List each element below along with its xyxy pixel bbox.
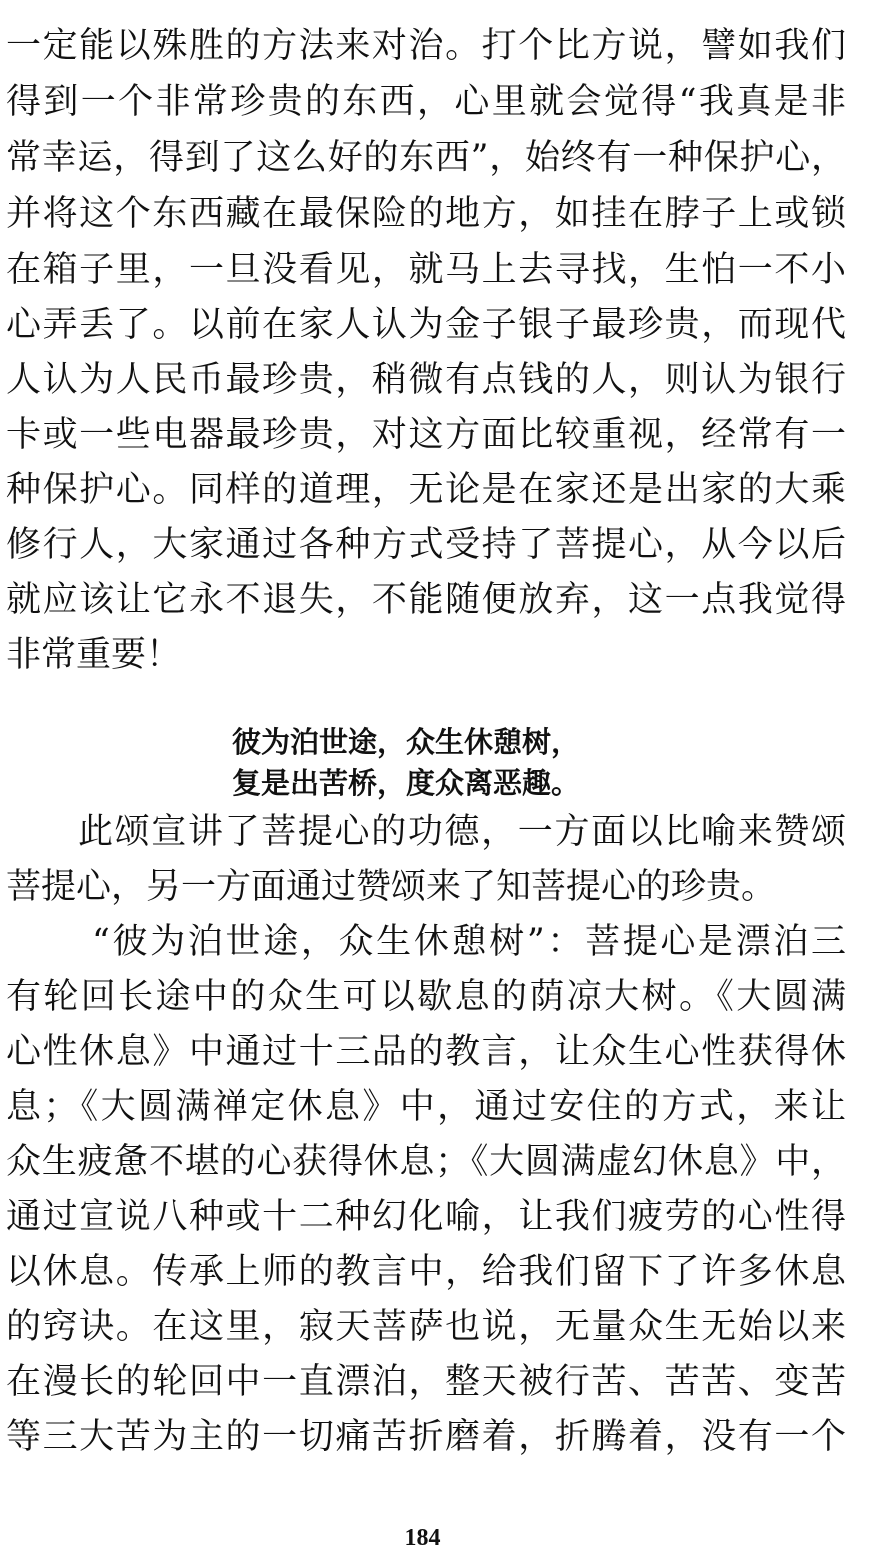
text-line: 就应该让它永不退失，不能随便放弃，这一点我觉得 [6, 580, 846, 620]
text-line: 通过宣说八种或十二种幻化喻，让我们疲劳的心性得 [6, 1197, 846, 1237]
page-number: 184 [404, 1525, 441, 1551]
text-line: 以休息。传承上师的教言中，给我们留下了许多休息 [6, 1252, 846, 1292]
verse-line: 彼为泊世途，众生休憩树， [232, 725, 581, 759]
text-line: 得到一个非常珍贵的东西，心里就会觉得“我真是非 [6, 82, 846, 122]
text-line: 在漫长的轮回中一直漂泊，整天被行苦、苦苦、变苦 [6, 1362, 846, 1402]
text-line: 一定能以殊胜的方法来对治。打个比方说，譬如我们 [6, 26, 846, 66]
text-line: 等三大苦为主的一切痛苦折磨着，折腾着，没有一个 [6, 1417, 846, 1457]
text-line: 此颂宣讲了菩提心的功德，一方面以比喻来赞颂 [78, 812, 846, 852]
text-line: “彼为泊世途，众生休憩树”：菩提心是漂泊三 [92, 922, 846, 962]
text-line: 在箱子里，一旦没看见，就马上去寻找，生怕一不小 [6, 250, 846, 290]
text-line: 非常重要！ [6, 635, 182, 675]
text-line: 修行人，大家通过各种方式受持了菩提心，从今以后 [6, 525, 846, 565]
text-line: 众生疲惫不堪的心获得休息；《大圆满虚幻休息》中， [6, 1142, 846, 1182]
text-line: 心性休息》中通过十三品的教言，让众生心性获得休 [6, 1032, 846, 1072]
text-line: 并将这个东西藏在最保险的地方，如挂在脖子上或锁 [6, 194, 846, 234]
text-line: 有轮回长途中的众生可以歇息的荫凉大树。《大圆满 [6, 977, 846, 1017]
text-line: 人认为人民币最珍贵，稍微有点钱的人，则认为银行 [6, 360, 846, 400]
verse-line: 复是出苦桥，度众离恶趣。 [232, 766, 581, 800]
text-line: 菩提心，另一方面通过赞颂来了知菩提心的珍贵。 [6, 867, 777, 907]
text-line: 常幸运，得到了这么好的东西”，始终有一种保护心， [6, 138, 846, 178]
text-line: 心弄丢了。以前在家人认为金子银子最珍贵，而现代 [6, 305, 846, 345]
text-line: 种保护心。同样的道理，无论是在家还是出家的大乘 [6, 470, 846, 510]
text-line: 的窍诀。在这里，寂天菩萨也说，无量众生无始以来 [6, 1307, 846, 1347]
text-line: 息；《大圆满禅定休息》中，通过安住的方式，来让 [6, 1087, 846, 1127]
text-line: 卡或一些电器最珍贵，对这方面比较重视，经常有一 [6, 415, 846, 455]
